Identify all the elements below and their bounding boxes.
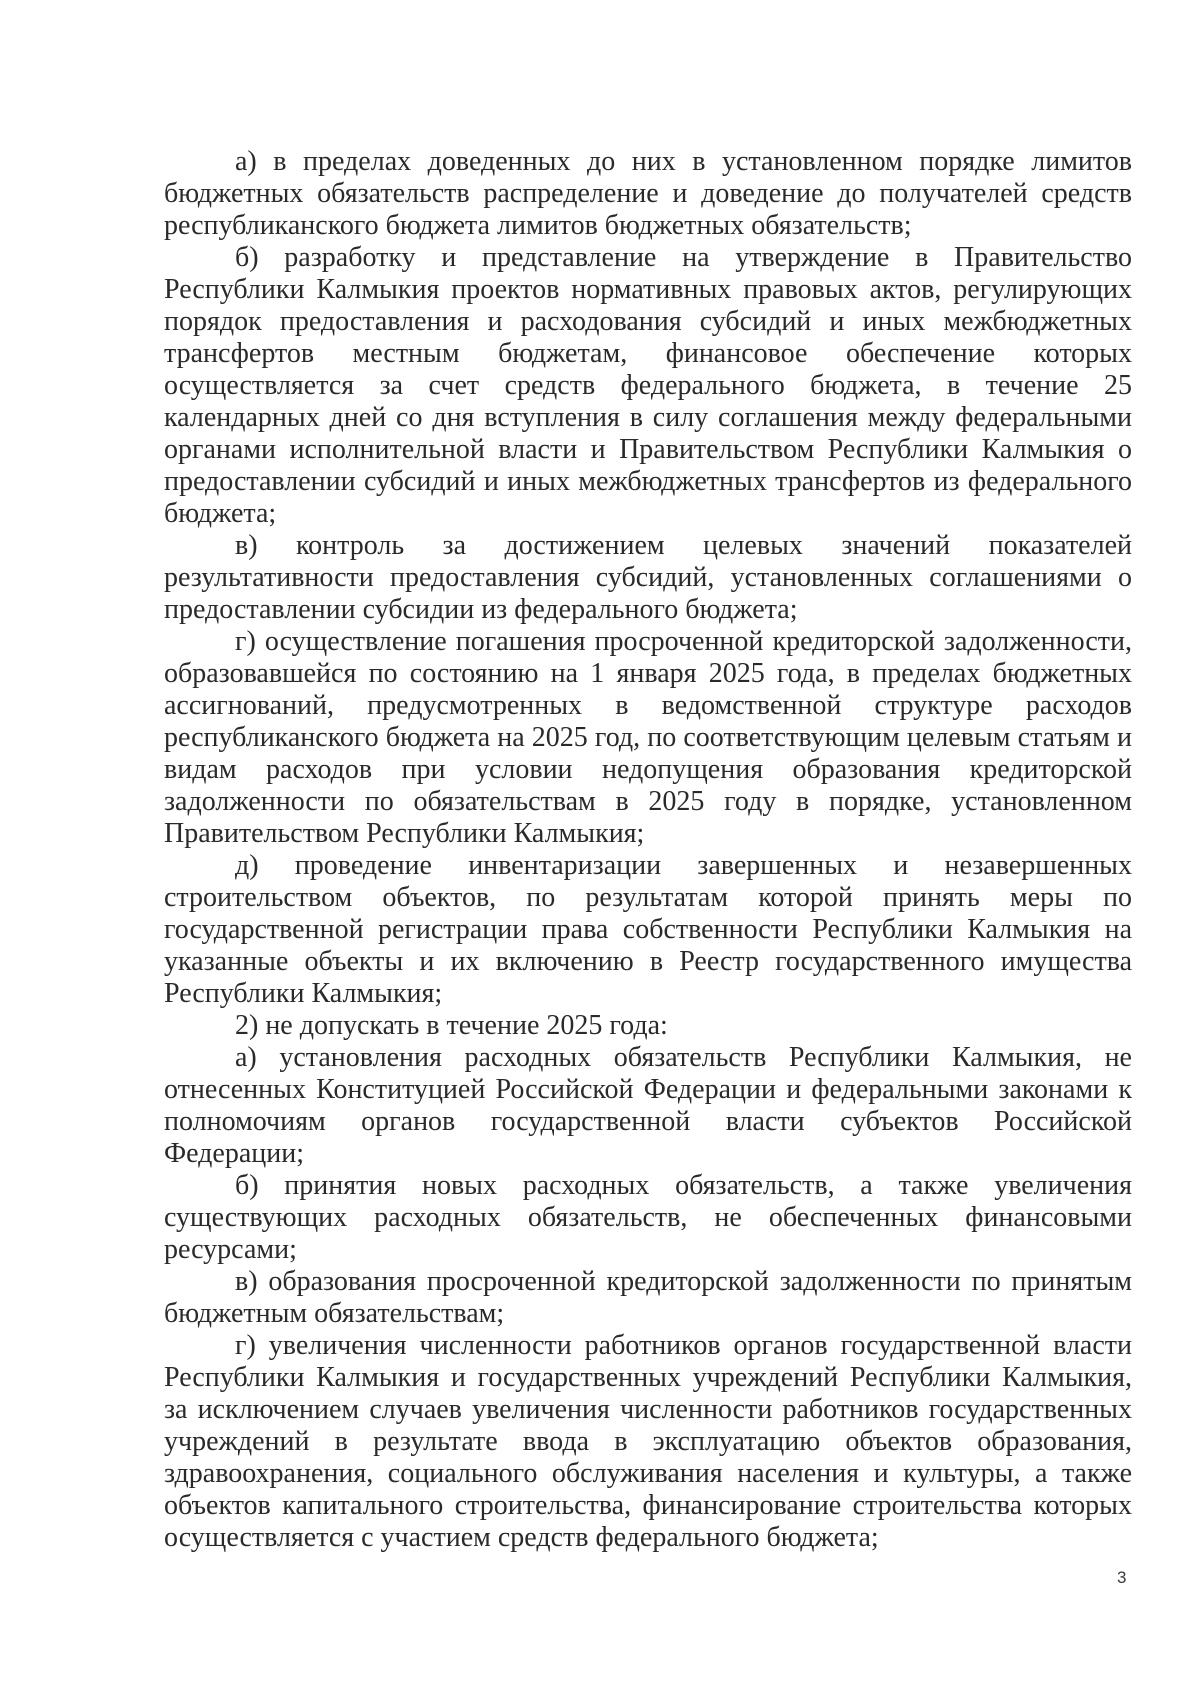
paragraph-b-new-obligations: б) принятия новых расходных обязательств, а также увеличения существующих расходных обязательств, не обеспеченных финансовыми ресурсами; bbox=[164, 1170, 1132, 1265]
paragraph-v-overdue-debt: в) образования просроченной кредиторской задолженности по принятым бюджетным обязательствам; bbox=[164, 1266, 1132, 1329]
document-body bbox=[164, 146, 1132, 1554]
paragraph-g-staff-increase: г) увеличения численности работников органов государственной власти Республики Калмыкия и государственных учреждений Республики Калмыкия, за исключением случаев увеличения численности работников государственных учреждений в результате ввода в эксплуатацию объектов образования, здравоохранения, социального обслуживания населения и культуры, а также объектов капитального строительства, финансирование строительства которых осуществляется с участием средств федерального бюджета; bbox=[164, 1330, 1132, 1553]
page-number: 3 bbox=[1117, 1568, 1127, 1587]
paragraph-v-control: в) контроль за достижением целевых значений показателей результативности предоставления субсидий, установленных соглашениями о предоставлении субсидии из федерального бюджета; bbox=[164, 530, 1132, 625]
paragraph-a-obligations: а) установления расходных обязательств Республики Калмыкия, не отнесенных Конституцией Российской Федерации и федеральными законами к полномочиям органов государственной власти субъектов Российской Федерации; bbox=[164, 1042, 1132, 1169]
paragraph-b-regulations: б) разработку и представление на утверждение в Правительство Республики Калмыкия проектов нормативных правовых актов, регулирующих порядок предоставления и расходования субсидий и иных межбюджетных трансфертов местным бюджетам, финансовое обеспечение которых осуществляется за счет средств федерального бюджета, в течение 25 календарных дней со дня вступления в силу соглашения между федеральными органами исполнительной власти и Правительством Республики Калмыкия о предоставлении субсидий и иных межбюджетных трансфертов из федерального бюджета; bbox=[164, 242, 1132, 529]
paragraph-a-limits: а) в пределах доведенных до них в установленном порядке лимитов бюджетных обязательств распределение и доведение до получателей средств республиканского бюджета лимитов бюджетных обязательств; bbox=[164, 146, 1132, 241]
paragraph-d-inventory: д) проведение инвентаризации завершенных и незавершенных строительством объектов, по результатам которой принять меры по государственной регистрации права собственности Республики Калмыкия на указанные объекты и их включению в Реестр государственного имущества Республики Калмыкия; bbox=[164, 850, 1132, 1009]
paragraph-2-prohibitions: 2) не допускать в течение 2025 года: bbox=[235, 1010, 668, 1041]
paragraph-g-debt-repayment: г) осуществление погашения просроченной кредиторской задолженности, образовавшейся по состоянию на 1 января 2025 года, в пределах бюджетных ассигнований, предусмотренных в ведомственной структуре расходов республиканского бюджета на 2025 год, по соответствующим целевым статьям и видам расходов при условии недопущения образования кредиторской задолженности по обязательствам в 2025 году в порядке, установленном Правительством Республики Калмыкия; bbox=[164, 626, 1132, 849]
